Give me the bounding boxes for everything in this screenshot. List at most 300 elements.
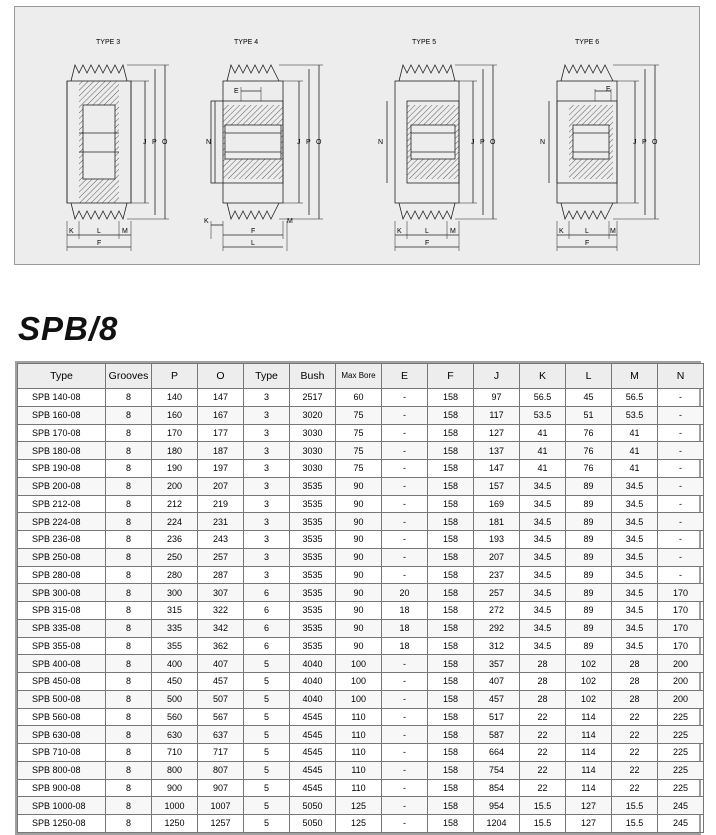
table-cell: 167 bbox=[198, 406, 244, 424]
table-cell: 237 bbox=[474, 566, 520, 584]
type6-dim-f: F bbox=[585, 240, 590, 247]
type4-dim-l: L bbox=[251, 240, 255, 247]
type6-dim-k: K bbox=[559, 228, 564, 235]
table-cell: 158 bbox=[428, 797, 474, 815]
table-cell: 22 bbox=[612, 779, 658, 797]
table-cell: 147 bbox=[198, 389, 244, 407]
table-row bbox=[18, 690, 704, 708]
table-cell: 34.5 bbox=[612, 477, 658, 495]
table-cell: 102 bbox=[566, 673, 612, 691]
table-cell: 5 bbox=[244, 690, 290, 708]
table-cell: SPB 315-08 bbox=[18, 602, 106, 620]
table-cell: 5 bbox=[244, 797, 290, 815]
table-cell: - bbox=[658, 424, 704, 442]
table-cell: 5 bbox=[244, 779, 290, 797]
table-cell: 18 bbox=[382, 602, 428, 620]
table-cell: 158 bbox=[428, 531, 474, 549]
table-cell: 137 bbox=[474, 442, 520, 460]
table-cell: 34.5 bbox=[612, 602, 658, 620]
table-cell: 34.5 bbox=[520, 477, 566, 495]
type3-title: TYPE 3 bbox=[96, 39, 121, 46]
table-cell: 954 bbox=[474, 797, 520, 815]
col-header-f: F bbox=[428, 364, 474, 389]
table-cell: 89 bbox=[566, 548, 612, 566]
table-cell: 560 bbox=[152, 708, 198, 726]
type4-diagram bbox=[204, 39, 323, 251]
table-cell: 15.5 bbox=[612, 815, 658, 833]
table-cell: 89 bbox=[566, 531, 612, 549]
table-cell: 292 bbox=[474, 619, 520, 637]
table-cell: 102 bbox=[566, 690, 612, 708]
table-cell: 169 bbox=[474, 495, 520, 513]
type4-dim-o: O bbox=[316, 139, 322, 146]
table-cell: 170 bbox=[658, 584, 704, 602]
table-cell: 245 bbox=[658, 815, 704, 833]
table-cell: 243 bbox=[198, 531, 244, 549]
table-cell: 3535 bbox=[290, 602, 336, 620]
table-cell: - bbox=[382, 531, 428, 549]
type5-dim-f: F bbox=[425, 240, 430, 247]
table-cell: 158 bbox=[428, 815, 474, 833]
table-cell: 637 bbox=[198, 726, 244, 744]
table-cell: - bbox=[382, 424, 428, 442]
table-cell: 3 bbox=[244, 477, 290, 495]
table-cell: 207 bbox=[198, 477, 244, 495]
table-cell: - bbox=[658, 406, 704, 424]
table-cell: 8 bbox=[106, 690, 152, 708]
table-cell: 41 bbox=[520, 424, 566, 442]
table-cell: - bbox=[658, 442, 704, 460]
table-cell: - bbox=[382, 406, 428, 424]
table-cell: 117 bbox=[474, 406, 520, 424]
table-cell: SPB 236-08 bbox=[18, 531, 106, 549]
table-cell: 158 bbox=[428, 708, 474, 726]
table-cell: 245 bbox=[658, 797, 704, 815]
table-cell: 90 bbox=[336, 548, 382, 566]
table-cell: 158 bbox=[428, 477, 474, 495]
table-cell: SPB 190-08 bbox=[18, 460, 106, 478]
table-cell: 90 bbox=[336, 566, 382, 584]
type4-dim-e: E bbox=[234, 88, 239, 95]
type5-dim-l: L bbox=[425, 228, 429, 235]
table-cell: 190 bbox=[152, 460, 198, 478]
type5-dim-j: J bbox=[471, 139, 475, 146]
table-cell: 76 bbox=[566, 424, 612, 442]
table-cell: 8 bbox=[106, 797, 152, 815]
table-cell: 224 bbox=[152, 513, 198, 531]
table-cell: 34.5 bbox=[612, 619, 658, 637]
table-cell: 90 bbox=[336, 531, 382, 549]
table-cell: 34.5 bbox=[612, 637, 658, 655]
table-cell: 5 bbox=[244, 673, 290, 691]
table-cell: 89 bbox=[566, 584, 612, 602]
table-cell: 1000 bbox=[152, 797, 198, 815]
table-cell: 90 bbox=[336, 584, 382, 602]
table-cell: 158 bbox=[428, 655, 474, 673]
table-cell: 3030 bbox=[290, 424, 336, 442]
table-cell: 15.5 bbox=[612, 797, 658, 815]
table-cell: 3 bbox=[244, 513, 290, 531]
table-cell: 28 bbox=[520, 690, 566, 708]
table-cell: 34.5 bbox=[612, 531, 658, 549]
table-cell: 8 bbox=[106, 477, 152, 495]
table-cell: 5050 bbox=[290, 797, 336, 815]
table-cell: 5 bbox=[244, 655, 290, 673]
table-cell: 89 bbox=[566, 619, 612, 637]
table-cell: 4040 bbox=[290, 673, 336, 691]
table-row bbox=[18, 566, 704, 584]
col-header-l: L bbox=[566, 364, 612, 389]
table-cell: 158 bbox=[428, 637, 474, 655]
table-cell: 34.5 bbox=[520, 495, 566, 513]
table-cell: 90 bbox=[336, 513, 382, 531]
table-cell: 100 bbox=[336, 673, 382, 691]
table-cell: SPB 180-08 bbox=[18, 442, 106, 460]
table-cell: 34.5 bbox=[520, 513, 566, 531]
table-cell: SPB 450-08 bbox=[18, 673, 106, 691]
table-cell: 5050 bbox=[290, 815, 336, 833]
table-cell: SPB 800-08 bbox=[18, 761, 106, 779]
table-cell: 225 bbox=[658, 708, 704, 726]
col-header-p: P bbox=[152, 364, 198, 389]
table-cell: - bbox=[658, 531, 704, 549]
table-cell: 100 bbox=[336, 690, 382, 708]
table-cell: 158 bbox=[428, 548, 474, 566]
type6-diagram bbox=[540, 39, 659, 251]
table-cell: 8 bbox=[106, 424, 152, 442]
table-cell: 34.5 bbox=[520, 619, 566, 637]
table-cell: 6 bbox=[244, 619, 290, 637]
table-cell: 34.5 bbox=[520, 637, 566, 655]
table-cell: 158 bbox=[428, 584, 474, 602]
table-cell: 630 bbox=[152, 726, 198, 744]
type6-dim-o: O bbox=[652, 139, 658, 146]
table-cell: 114 bbox=[566, 779, 612, 797]
table-cell: 158 bbox=[428, 406, 474, 424]
table-cell: 231 bbox=[198, 513, 244, 531]
table-cell: 3 bbox=[244, 566, 290, 584]
table-cell: 236 bbox=[152, 531, 198, 549]
type6-title: TYPE 6 bbox=[575, 39, 600, 46]
table-cell: 322 bbox=[198, 602, 244, 620]
table-cell: SPB 140-08 bbox=[18, 389, 106, 407]
table-cell: - bbox=[382, 797, 428, 815]
spec-table-container bbox=[15, 361, 701, 835]
table-cell: 158 bbox=[428, 424, 474, 442]
type5-dim-p: P bbox=[480, 139, 485, 146]
type4-title: TYPE 4 bbox=[234, 39, 259, 46]
table-cell: 3535 bbox=[290, 584, 336, 602]
table-cell: 225 bbox=[658, 744, 704, 762]
table-row bbox=[18, 761, 704, 779]
table-cell: SPB 300-08 bbox=[18, 584, 106, 602]
col-header-k: K bbox=[520, 364, 566, 389]
table-cell: SPB 250-08 bbox=[18, 548, 106, 566]
table-cell: 500 bbox=[152, 690, 198, 708]
table-cell: 75 bbox=[336, 442, 382, 460]
table-cell: SPB 560-08 bbox=[18, 708, 106, 726]
table-cell: 125 bbox=[336, 797, 382, 815]
col-header-j: J bbox=[474, 364, 520, 389]
table-cell: 89 bbox=[566, 495, 612, 513]
table-cell: 90 bbox=[336, 495, 382, 513]
table-cell: 4040 bbox=[290, 655, 336, 673]
table-cell: 90 bbox=[336, 477, 382, 495]
table-cell: 8 bbox=[106, 531, 152, 549]
table-cell: 158 bbox=[428, 602, 474, 620]
table-cell: 75 bbox=[336, 460, 382, 478]
type5-dim-k: K bbox=[397, 228, 402, 235]
table-cell: 53.5 bbox=[520, 406, 566, 424]
table-cell: 193 bbox=[474, 531, 520, 549]
table-cell: SPB 170-08 bbox=[18, 424, 106, 442]
table-cell: 3 bbox=[244, 531, 290, 549]
table-cell: 3535 bbox=[290, 513, 336, 531]
table-cell: 53.5 bbox=[612, 406, 658, 424]
table-cell: SPB 710-08 bbox=[18, 744, 106, 762]
table-cell: 34.5 bbox=[612, 548, 658, 566]
table-cell: 34.5 bbox=[612, 495, 658, 513]
table-cell: 8 bbox=[106, 442, 152, 460]
type3-dim-k: K bbox=[69, 228, 74, 235]
table-cell: 8 bbox=[106, 460, 152, 478]
type4-dim-p: P bbox=[306, 139, 311, 146]
table-cell: SPB 224-08 bbox=[18, 513, 106, 531]
table-cell: 34.5 bbox=[520, 602, 566, 620]
table-cell: 56.5 bbox=[520, 389, 566, 407]
table-row bbox=[18, 815, 704, 833]
table-cell: 114 bbox=[566, 708, 612, 726]
table-cell: 507 bbox=[198, 690, 244, 708]
table-cell: - bbox=[382, 655, 428, 673]
table-cell: 8 bbox=[106, 726, 152, 744]
table-cell: 3 bbox=[244, 389, 290, 407]
table-cell: - bbox=[382, 761, 428, 779]
table-cell: 180 bbox=[152, 442, 198, 460]
table-cell: - bbox=[382, 566, 428, 584]
table-cell: 3535 bbox=[290, 548, 336, 566]
table-cell: 3 bbox=[244, 495, 290, 513]
table-cell: 158 bbox=[428, 673, 474, 691]
table-cell: 170 bbox=[152, 424, 198, 442]
table-cell: 457 bbox=[474, 690, 520, 708]
table-cell: SPB 1250-08 bbox=[18, 815, 106, 833]
table-cell: 28 bbox=[612, 673, 658, 691]
table-cell: 158 bbox=[428, 744, 474, 762]
table-cell: - bbox=[382, 477, 428, 495]
table-cell: 89 bbox=[566, 637, 612, 655]
table-cell: 200 bbox=[658, 655, 704, 673]
table-cell: - bbox=[382, 495, 428, 513]
table-row bbox=[18, 673, 704, 691]
type6-dim-m: M bbox=[610, 228, 616, 235]
type6-dim-p: P bbox=[642, 139, 647, 146]
table-cell: 4040 bbox=[290, 690, 336, 708]
table-cell: 8 bbox=[106, 495, 152, 513]
table-cell: 158 bbox=[428, 442, 474, 460]
table-cell: 8 bbox=[106, 619, 152, 637]
table-cell: - bbox=[658, 495, 704, 513]
table-cell: 89 bbox=[566, 513, 612, 531]
table-cell: 335 bbox=[152, 619, 198, 637]
table-cell: 225 bbox=[658, 779, 704, 797]
table-cell: 8 bbox=[106, 815, 152, 833]
table-cell: 158 bbox=[428, 779, 474, 797]
table-cell: 3535 bbox=[290, 477, 336, 495]
type5-diagram bbox=[378, 39, 497, 251]
table-cell: 6 bbox=[244, 584, 290, 602]
table-cell: SPB 335-08 bbox=[18, 619, 106, 637]
table-row bbox=[18, 619, 704, 637]
table-cell: 257 bbox=[474, 584, 520, 602]
table-cell: 89 bbox=[566, 477, 612, 495]
table-cell: 312 bbox=[474, 637, 520, 655]
type3-dim-l: L bbox=[97, 228, 101, 235]
table-cell: 2517 bbox=[290, 389, 336, 407]
table-header-row bbox=[18, 364, 704, 389]
table-cell: 60 bbox=[336, 389, 382, 407]
table-cell: 3535 bbox=[290, 495, 336, 513]
table-cell: 307 bbox=[198, 584, 244, 602]
table-cell: - bbox=[658, 389, 704, 407]
table-cell: 22 bbox=[520, 761, 566, 779]
table-cell: 34.5 bbox=[612, 584, 658, 602]
table-cell: 1204 bbox=[474, 815, 520, 833]
table-cell: 6 bbox=[244, 637, 290, 655]
table-cell: 8 bbox=[106, 584, 152, 602]
table-cell: SPB 160-08 bbox=[18, 406, 106, 424]
table-cell: 34.5 bbox=[612, 513, 658, 531]
table-row bbox=[18, 637, 704, 655]
table-cell: 34.5 bbox=[520, 531, 566, 549]
table-cell: 28 bbox=[612, 690, 658, 708]
table-cell: 200 bbox=[658, 690, 704, 708]
table-cell: 1007 bbox=[198, 797, 244, 815]
table-row bbox=[18, 531, 704, 549]
table-cell: 225 bbox=[658, 761, 704, 779]
col-header-o: O bbox=[198, 364, 244, 389]
table-cell: 8 bbox=[106, 602, 152, 620]
table-cell: 4545 bbox=[290, 744, 336, 762]
table-cell: - bbox=[382, 815, 428, 833]
table-cell: 177 bbox=[198, 424, 244, 442]
col-header-pulley-type: Type bbox=[244, 364, 290, 389]
table-cell: - bbox=[658, 513, 704, 531]
table-cell: 22 bbox=[520, 744, 566, 762]
table-cell: 8 bbox=[106, 708, 152, 726]
table-cell: 300 bbox=[152, 584, 198, 602]
table-cell: 15.5 bbox=[520, 797, 566, 815]
table-cell: 28 bbox=[520, 673, 566, 691]
table-cell: 200 bbox=[658, 673, 704, 691]
table-cell: 158 bbox=[428, 389, 474, 407]
table-cell: 90 bbox=[336, 619, 382, 637]
table-cell: - bbox=[382, 673, 428, 691]
table-cell: 6 bbox=[244, 602, 290, 620]
table-cell: 717 bbox=[198, 744, 244, 762]
table-cell: 5 bbox=[244, 726, 290, 744]
table-cell: 407 bbox=[198, 655, 244, 673]
pulley-type-diagrams bbox=[15, 7, 701, 266]
table-row bbox=[18, 726, 704, 744]
type3-dim-p: P bbox=[152, 139, 157, 146]
type4-dim-m: M bbox=[287, 218, 293, 225]
table-cell: 28 bbox=[612, 655, 658, 673]
table-cell: 51 bbox=[566, 406, 612, 424]
table-row bbox=[18, 424, 704, 442]
table-cell: 3535 bbox=[290, 637, 336, 655]
type5-dim-o: O bbox=[490, 139, 496, 146]
table-cell: 8 bbox=[106, 673, 152, 691]
pulley-drawing-panel bbox=[14, 6, 700, 265]
table-cell: 158 bbox=[428, 761, 474, 779]
table-cell: 710 bbox=[152, 744, 198, 762]
table-cell: 272 bbox=[474, 602, 520, 620]
table-row bbox=[18, 655, 704, 673]
table-cell: SPB 500-08 bbox=[18, 690, 106, 708]
table-cell: - bbox=[382, 513, 428, 531]
table-cell: 8 bbox=[106, 761, 152, 779]
spec-table bbox=[17, 363, 704, 833]
table-cell: 110 bbox=[336, 779, 382, 797]
table-cell: 158 bbox=[428, 460, 474, 478]
table-cell: 158 bbox=[428, 726, 474, 744]
type5-dim-n: N bbox=[378, 139, 384, 146]
table-cell: 8 bbox=[106, 406, 152, 424]
table-cell: 76 bbox=[566, 442, 612, 460]
table-cell: - bbox=[382, 726, 428, 744]
table-cell: 89 bbox=[566, 602, 612, 620]
table-cell: 22 bbox=[612, 744, 658, 762]
table-cell: 170 bbox=[658, 619, 704, 637]
table-cell: 200 bbox=[152, 477, 198, 495]
table-cell: SPB 280-08 bbox=[18, 566, 106, 584]
col-header-type: Type bbox=[18, 364, 106, 389]
table-cell: 517 bbox=[474, 708, 520, 726]
table-row bbox=[18, 548, 704, 566]
table-cell: 15.5 bbox=[520, 815, 566, 833]
table-cell: 3 bbox=[244, 548, 290, 566]
table-cell: 110 bbox=[336, 726, 382, 744]
table-cell: 3535 bbox=[290, 531, 336, 549]
table-cell: 4545 bbox=[290, 761, 336, 779]
table-cell: 18 bbox=[382, 637, 428, 655]
table-cell: 3020 bbox=[290, 406, 336, 424]
table-cell: - bbox=[382, 548, 428, 566]
table-row bbox=[18, 495, 704, 513]
table-cell: 3 bbox=[244, 442, 290, 460]
type4-dim-k: K bbox=[204, 218, 209, 225]
table-cell: 110 bbox=[336, 761, 382, 779]
table-cell: SPB 200-08 bbox=[18, 477, 106, 495]
table-cell: 160 bbox=[152, 406, 198, 424]
table-cell: - bbox=[382, 744, 428, 762]
table-cell: - bbox=[382, 779, 428, 797]
table-cell: - bbox=[382, 460, 428, 478]
table-cell: 22 bbox=[612, 726, 658, 744]
table-cell: 5 bbox=[244, 708, 290, 726]
col-header-m: M bbox=[612, 364, 658, 389]
type3-dim-f: F bbox=[97, 240, 102, 247]
table-cell: 127 bbox=[566, 797, 612, 815]
table-row bbox=[18, 389, 704, 407]
table-row bbox=[18, 744, 704, 762]
table-cell: - bbox=[382, 442, 428, 460]
table-cell: 8 bbox=[106, 655, 152, 673]
table-cell: - bbox=[382, 708, 428, 726]
table-cell: 187 bbox=[198, 442, 244, 460]
table-cell: 100 bbox=[336, 655, 382, 673]
